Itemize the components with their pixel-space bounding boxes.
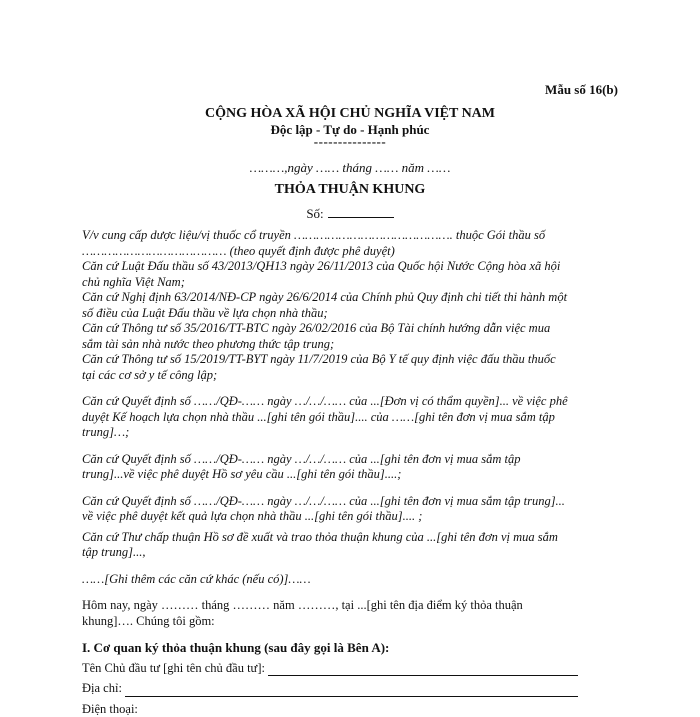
legal-basis-decree — [82, 290, 622, 321]
legal-basis-circular-byt — [82, 352, 622, 383]
number-blank — [328, 205, 394, 218]
decision-line: tập trung]..., — [82, 545, 146, 559]
investor-name-field — [82, 661, 578, 677]
legal-basis-line: Căn cứ Nghị định 63/2014/NĐ-CP ngày 26/6/2014 của Chính phủ Quy định chi tiết thi hành một — [82, 290, 567, 304]
decision-line: Căn cứ Quyết định số ……/QĐ-…… ngày …/…/…… của ...[ghi tên đơn vị mua sắm tập — [82, 452, 520, 466]
national-title: CỘNG HÒA XÃ HỘI CHỦ NGHĨA VIỆT NAM — [0, 106, 700, 122]
document-number — [0, 205, 700, 222]
investor-name-line — [268, 664, 578, 676]
form-code: Mẫu số 16(b) — [545, 82, 618, 98]
legal-basis-line: Căn cứ Thông tư số 15/2019/TT-BYT ngày 11/7/2019 của Bộ Y tế quy định việc đấu thầu thuốc — [82, 352, 556, 366]
number-label: Số: — [306, 206, 323, 221]
legal-basis-line: Căn cứ Luật Đấu thầu số 43/2013/QH13 ngày 26/11/2013 của Quốc hội Nước Cộng hòa xã hội — [82, 259, 560, 273]
decision-result — [82, 494, 622, 525]
decision-line: duyệt Kế hoạch lựa chọn nhà thầu ...[ghi tên gói thầu].... của ……[ghi tên đơn vị mua sắm tập — [82, 410, 555, 424]
decision-line: về việc phê duyệt kết quả lựa chọn nhà thầu ...[ghi tên gói thầu].... ; — [82, 509, 422, 523]
document-body — [82, 228, 622, 717]
subject-line-2: ………………………………… (theo quyết định được phê duyệt) — [82, 244, 395, 258]
address-line — [125, 685, 578, 697]
legal-basis-line: tại các cơ sở y tế công lập; — [82, 368, 217, 382]
subject-line — [82, 228, 622, 259]
decision-line: Căn cứ Quyết định số ……/QĐ-…… ngày …/…/…… của ...[ghi tên đơn vị mua sắm tập trung]... — [82, 494, 565, 508]
date-line: ………,ngày …… tháng …… năm …… — [0, 160, 700, 176]
legal-basis-line: chủ nghĩa Việt Nam; — [82, 275, 185, 289]
investor-name-label: Tên Chủ đầu tư [ghi tên chủ đầu tư]: — [82, 661, 265, 677]
decision-line: Căn cứ Thư chấp thuận Hồ sơ đề xuất và trao thỏa thuận khung của ...[ghi tên đơn vị mua sắm — [82, 530, 558, 544]
decision-line: Căn cứ Quyết định số ……/QĐ-…… ngày …/…/…… của ...[Đơn vị có thẩm quyền]... về việc phê — [82, 394, 568, 408]
national-motto: Độc lập - Tự do - Hạnh phúc — [0, 122, 700, 138]
decision-plan — [82, 394, 622, 441]
separator-dashes: --------------- — [0, 134, 700, 150]
phone-label: Điện thoại: — [82, 702, 138, 717]
meeting-line: khung]…. Chúng tôi gồm: — [82, 614, 215, 628]
legal-basis-line: sắm tài sản nhà nước theo phương thức tập trung; — [82, 337, 334, 351]
legal-basis-law — [82, 259, 622, 290]
document-title: THỎA THUẬN KHUNG — [0, 182, 700, 198]
acceptance-letter — [82, 530, 622, 561]
legal-basis-circular-btc — [82, 321, 622, 352]
legal-basis-line: số điều của Luật Đấu thầu về lựa chọn nhà thầu; — [82, 306, 328, 320]
legal-basis-line: Căn cứ Thông tư số 35/2016/TT-BTC ngày 26/02/2016 của Bộ Tài chính hướng dẫn việc mua — [82, 321, 550, 335]
decision-request — [82, 452, 622, 483]
subject-line-1: V/v cung cấp dược liệu/vị thuốc cổ truyền ……………………………………. thuộc Gói thầu số — [82, 228, 545, 242]
other-bases: ……[Ghi thêm các căn cứ khác (nếu có)]…… — [82, 572, 622, 588]
meeting-line: Hôm nay, ngày ……… tháng ……… năm ………, tại ...[ghi tên địa điểm ký thỏa thuận — [82, 598, 523, 612]
decision-line: trung]...về việc phê duyệt Hồ sơ yêu cầu ...[ghi tên gói thầu]....; — [82, 467, 401, 481]
address-field — [82, 681, 578, 697]
address-label: Địa chỉ: — [82, 681, 122, 697]
decision-line: trung]…; — [82, 425, 129, 439]
party-a-heading: I. Cơ quan ký thỏa thuận khung (sau đây gọi là Bên A): — [82, 640, 622, 656]
phone-field — [82, 702, 578, 717]
meeting-statement — [82, 598, 622, 629]
